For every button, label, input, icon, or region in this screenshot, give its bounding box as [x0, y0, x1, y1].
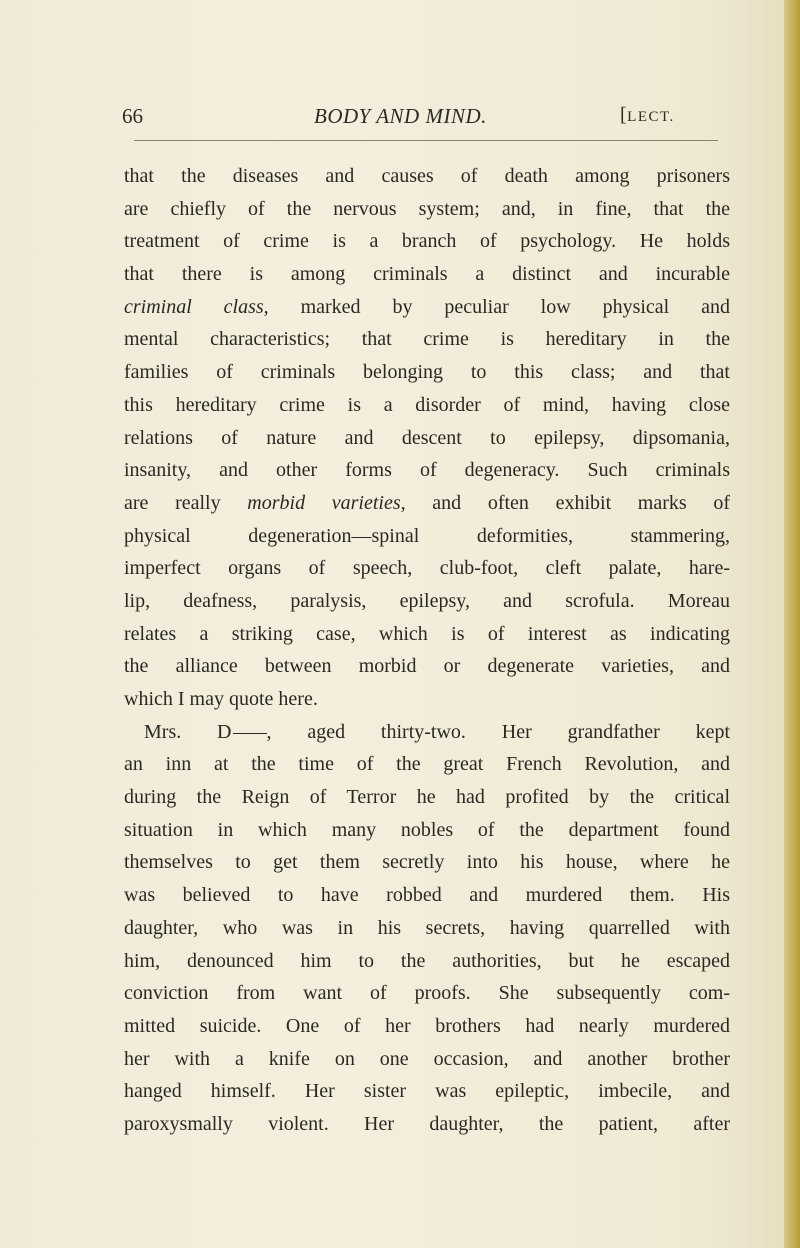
- text-fragment: , aged thirty-two. Her grandfather kept: [266, 720, 730, 743]
- text-line: conviction from want of proofs. She subsequently com-: [124, 982, 730, 1005]
- text-line-mrs-d: [124, 716, 730, 749]
- running-header: [122, 96, 722, 126]
- text-line: are chiefly of the nervous system; and, in fine, that the: [124, 197, 730, 220]
- text-line: an inn at the time of the great French Revolution, and: [124, 753, 730, 776]
- text-line: physical degeneration—spinal deformities, stammering,: [124, 524, 730, 547]
- text-line: relates a striking case, which is of interest as indicating: [124, 622, 730, 645]
- text-line: families of criminals belonging to this class; and that: [124, 361, 730, 384]
- text-line: relations of nature and descent to epilepsy, dipsomania,: [124, 426, 730, 449]
- text-line-morbid-varieties: [124, 487, 730, 520]
- page-number: 66: [122, 104, 143, 128]
- italic-phrase: criminal class,: [124, 295, 269, 318]
- book-spine-edge: [784, 0, 800, 1248]
- text-line: situation in which many nobles of the department found: [124, 818, 730, 841]
- header-rule: [134, 140, 718, 141]
- text-line: during the Reign of Terror he had profited by the critical: [124, 786, 730, 809]
- text-line: her with a knife on one occasion, and another brother: [124, 1047, 730, 1070]
- text-line: mental characteristics; that crime is hereditary in the: [124, 328, 730, 351]
- italic-phrase: morbid varieties,: [247, 491, 406, 514]
- text-line: paroxysmally violent. Her daughter, the patient, after: [124, 1112, 730, 1135]
- text-line: daughter, who was in his secrets, having quarrelled with: [124, 916, 730, 939]
- text-line: insanity, and other forms of degeneracy. Such criminals: [124, 459, 730, 482]
- text-line: that there is among criminals a distinct and incurable: [124, 263, 730, 286]
- text-fragment: Mrs. D: [144, 720, 232, 743]
- text-line: themselves to get them secretly into his house, where he: [124, 851, 730, 874]
- lecture-abbrev: LECT.: [627, 109, 675, 125]
- text-line: treatment of crime is a branch of psychology. He holds: [124, 230, 730, 253]
- lecture-marker: [620, 104, 675, 127]
- text-line: this hereditary crime is a disorder of mind, having close: [124, 393, 730, 416]
- body-text: [124, 160, 730, 1141]
- text-line: mitted suicide. One of her brothers had nearly murdered: [124, 1014, 730, 1037]
- text-line: which I may quote here.: [124, 688, 318, 710]
- text-line: imperfect organs of speech, club-foot, cleft palate, hare-: [124, 557, 730, 580]
- lecture-bracket: [: [620, 104, 628, 126]
- running-title: BODY AND MIND.: [314, 104, 487, 128]
- name-dash: [233, 733, 267, 734]
- text-fragment: marked by peculiar low physical and: [268, 295, 730, 318]
- text-line: lip, deafness, paralysis, epilepsy, and scrofula. Moreau: [124, 589, 730, 612]
- text-fragment: are really: [124, 491, 248, 514]
- text-fragment: and often exhibit marks of: [405, 491, 730, 514]
- text-line: that the diseases and causes of death among prisoners: [124, 165, 730, 187]
- text-line: the alliance between morbid or degenerate varieties, and: [124, 655, 730, 678]
- text-line-criminal-class: [124, 291, 730, 324]
- text-line: him, denounced him to the authorities, but he escaped: [124, 949, 730, 972]
- text-line: was believed to have robbed and murdered them. His: [124, 884, 730, 907]
- text-line: hanged himself. Her sister was epileptic, imbecile, and: [124, 1080, 730, 1103]
